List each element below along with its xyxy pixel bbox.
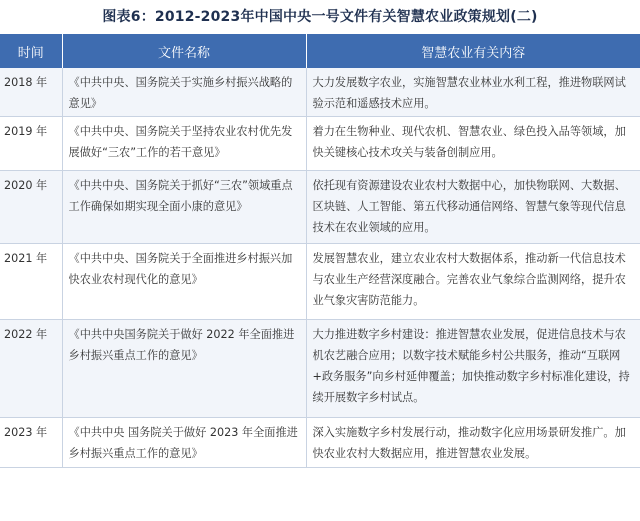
table-row — [0, 171, 640, 244]
doc-cell: 《中共中央、国务院关于抓好“三农”领域重点工作确保如期实现全面小康的意见》 — [62, 171, 306, 244]
doc-cell: 《中共中央 国务院关于做好 2023 年全面推进乡村振兴重点工作的意见》 — [62, 418, 306, 468]
table-row — [0, 320, 640, 418]
doc-cell: 《中共中央、国务院关于坚持农业农村优先发展做好“三农”工作的若干意见》 — [62, 117, 306, 171]
doc-cell: 《中共中央国务院关于做好 2022 年全面推进乡村振兴重点工作的意见》 — [62, 320, 306, 418]
year-cell: 2023 年 — [0, 418, 62, 468]
year-cell: 2021 年 — [0, 244, 62, 320]
content-cell: 着力在生物种业、现代农机、智慧农业、绿色投入品等领域，加快关键核心技术攻关与装备创制应用。 — [306, 117, 640, 171]
year-cell: 2019 年 — [0, 117, 62, 171]
table-row — [0, 244, 640, 320]
table-row — [0, 117, 640, 171]
content-cell: 发展智慧农业，建立农业农村大数据体系，推动新一代信息技术与农业生产经营深度融合。完善农业气象综合监测网络，提升农业气象灾害防范能力。 — [306, 244, 640, 320]
table-title: 图表6：2012-2023年中国中央一号文件有关智慧农业政策规划(二) — [102, 9, 538, 25]
header-content: 智慧农业有关内容 — [306, 34, 640, 68]
policy-table — [0, 34, 640, 468]
doc-cell: 《中共中央、国务院关于实施乡村振兴战略的意见》 — [62, 68, 306, 117]
table-header-row — [0, 34, 640, 68]
doc-cell: 《中共中央、国务院关于全面推进乡村振兴加快农业农村现代化的意见》 — [62, 244, 306, 320]
year-cell: 2020 年 — [0, 171, 62, 244]
content-cell: 大力发展数字农业，实施智慧农业林业水利工程，推进物联网试验示范和遥感技术应用。 — [306, 68, 640, 117]
content-cell: 依托现有资源建设农业农村大数据中心，加快物联网、大数据、区块链、人工智能、第五代移动通信网络、智慧气象等现代信息技术在农业领域的应用。 — [306, 171, 640, 244]
year-cell: 2022 年 — [0, 320, 62, 418]
table-row — [0, 68, 640, 117]
content-cell: 大力推进数字乡村建设：推进智慧农业发展，促进信息技术与农机农艺融合应用；以数字技术赋能乡村公共服务，推动“互联网+政务服务”向乡村延伸覆盖；加快推动数字乡村标准化建设，持续开展数字乡村试点。 — [306, 320, 640, 418]
header-year: 时间 — [0, 34, 62, 68]
year-cell: 2018 年 — [0, 68, 62, 117]
header-doc: 文件名称 — [62, 34, 306, 68]
content-cell: 深入实施数字乡村发展行动，推动数字化应用场景研发推广。加快农业农村大数据应用，推进智慧农业发展。 — [306, 418, 640, 468]
table-row — [0, 418, 640, 468]
